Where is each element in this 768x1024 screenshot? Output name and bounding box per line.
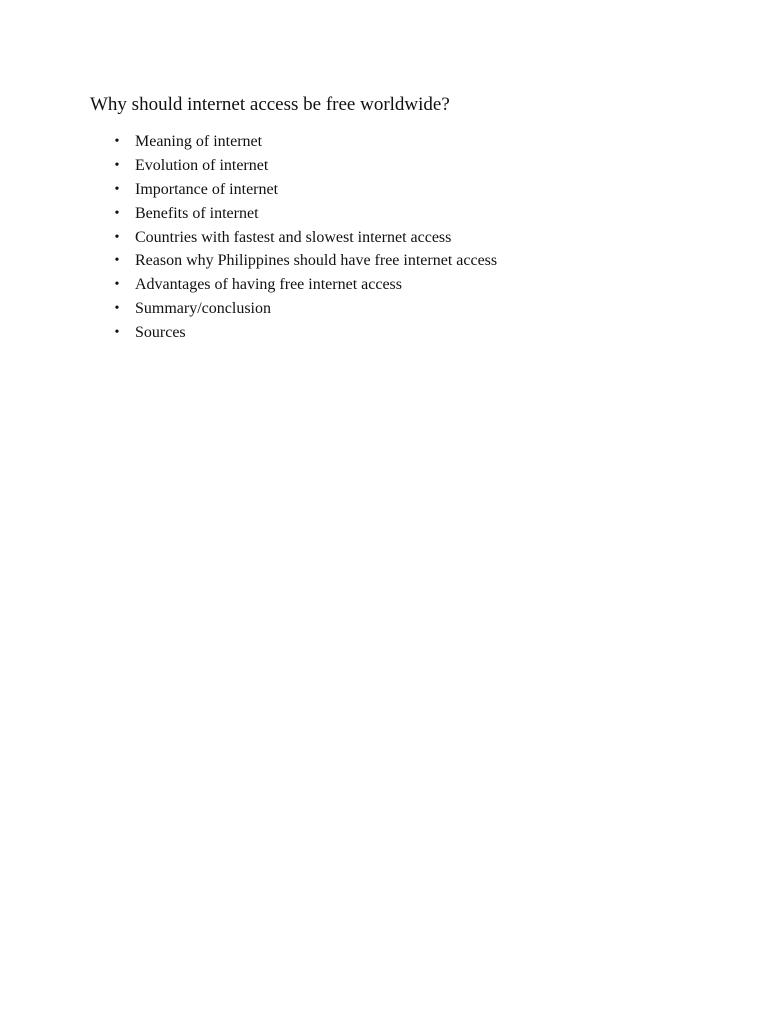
bullet-icon: • [114, 229, 120, 245]
list-item-text: Advantages of having free internet access [135, 276, 402, 294]
list-item-text: Countries with fastest and slowest internet access [135, 228, 452, 246]
bullet-icon: • [114, 325, 120, 341]
list-item-text: Meaning of internet [135, 133, 263, 150]
document-title: Why should internet access be free worldwide? [90, 94, 450, 115]
list-item-text: Summary/conclusion [135, 300, 271, 318]
bullet-icon: • [114, 181, 120, 197]
bullet-icon: • [114, 134, 120, 149]
bullet-icon: • [114, 253, 120, 269]
bullet-icon: • [114, 277, 120, 293]
bullet-icon: • [114, 157, 120, 173]
list-item-text: Importance of internet [135, 180, 279, 198]
list-item-text: Reason why Philippines should have free internet access [135, 252, 498, 270]
bullet-icon: • [114, 301, 120, 317]
list-item-text: Evolution of internet [135, 156, 269, 174]
list-item-text: Benefits of internet [135, 204, 259, 222]
bullet-icon: • [114, 205, 120, 221]
list-item-text: Sources [135, 324, 186, 342]
